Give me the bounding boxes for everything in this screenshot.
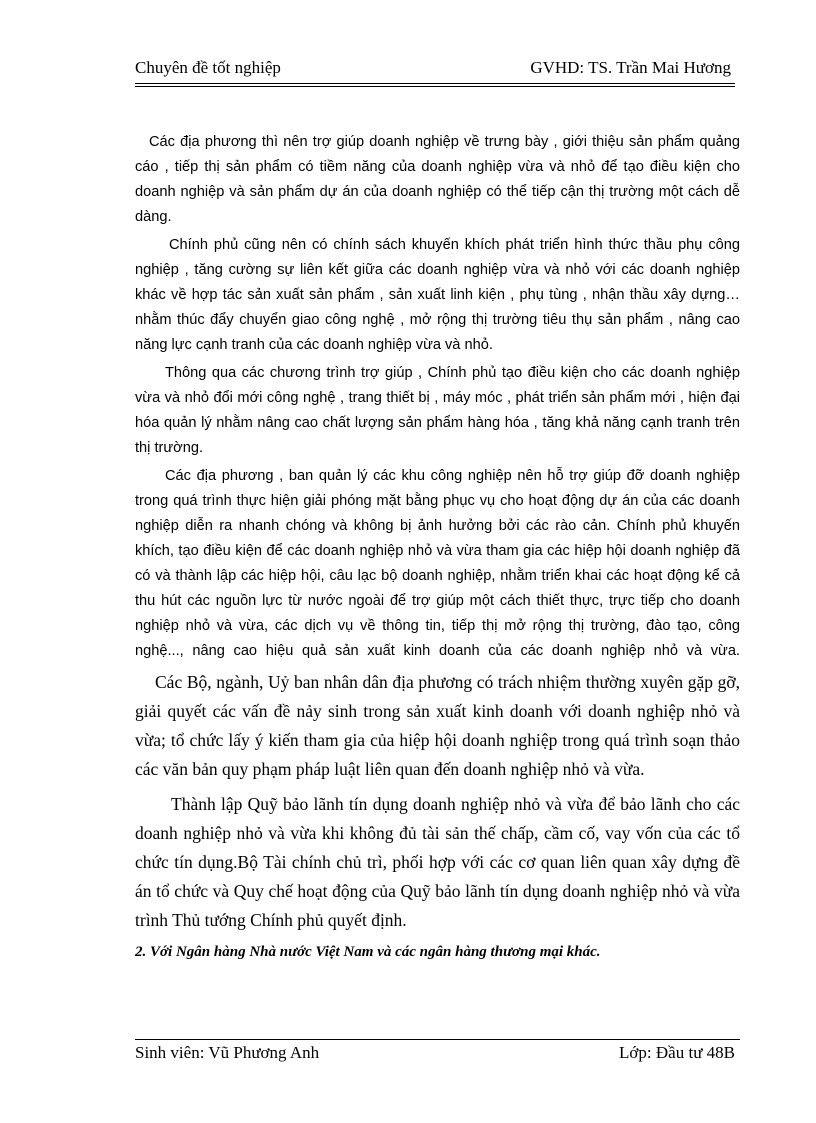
header-divider <box>135 83 735 84</box>
paragraph-guarantee-fund: Thành lập Quỹ bảo lãnh tín dụng doanh nghiệp nhỏ và vừa để bảo lãnh cho các doanh nghiệp nhỏ và vừa khi không đủ tài sản thế chấp, cầm cố, vay vốn của các tổ chức tín dụng.Bộ Tài chính chủ trì, phối hợp với các cơ quan liên quan xây dựng đề án tổ chức và Quy chế hoạt động của Quỹ bảo lãnh tín dụng doanh nghiệp nhỏ và vừa trình Thủ tướng Chính phủ quyết định. <box>135 794 740 930</box>
footer-divider <box>135 1039 740 1040</box>
header-divider-inner <box>135 86 735 87</box>
paragraph-ministries: Các Bộ, ngành, Uỷ ban nhân dân địa phương có trách nhiệm thường xuyên gặp gỡ, giải quyết các vấn đề nảy sinh trong sản xuất kinh doanh với doanh nghiệp nhỏ và vừa; tổ chức lấy ý kiến tham gia của hiệp hội doanh nghiệp trong quá trình soạn thảo các văn bản quy phạm pháp luật liên quan đến doanh nghiệp nhỏ và vừa. <box>135 672 740 779</box>
header-thesis-title: Chuyên đề tốt nghiệp <box>135 58 281 77</box>
paragraph-support-programs: Thông qua các chương trình trợ giúp , Chính phủ tạo điều kiện cho các doanh nghiệp vừa và nhỏ đổi mới công nghệ , trang thiết bị , máy móc , phát triển sản phẩm mới , hiện đại hóa quản lý nhằm nâng cao chất lượng sản phẩm hàng hóa , tăng khả năng cạnh tranh trên thị trường. <box>135 365 740 456</box>
paragraph-site-clearance: Các địa phương , ban quản lý các khu công nghiệp nên hỗ trợ giúp đỡ doanh nghiệp trong quá trình thực hiện giải phóng mặt bằng phục vụ cho hoạt động dự án của các doanh nghiệp diễn ra nhanh chóng và không bị ảnh hưởng bởi các rào cản. Chính phủ khuyến khích, tạo điều kiện để các doanh nghiệp nhỏ và vừa tham gia các hiệp hội doanh nghiệp đã có và thành lập các hiệp hội, câu lạc bộ doanh nghiệp, nhằm triển khai các hoạt động kể cả thu hút các nguồn lực từ nước ngoài để trợ giúp một cách thiết thực, trực tiếp cho doanh nghiệp nhỏ và vừa, các dịch vụ về thông tin, tiếp thị mở rộng thị trường, đào tạo, công nghệ..., nâng cao hiệu quả sản xuất kinh doanh của các doanh nghiệp nhỏ và vừa. <box>135 468 740 659</box>
footer-class: Lớp: Đầu tư 48B <box>619 1043 735 1062</box>
page-footer <box>135 1043 735 1067</box>
paragraph-local-support: Các địa phương thì nên trợ giúp doanh nghiệp về trưng bày , giới thiệu sản phẩm quảng cáo , tiếp thị sản phẩm có tiềm năng của doanh nghiệp vừa và nhỏ để tạo điều kiện cho doanh nghiệp và sản phẩm dự án của doanh nghiệp có thể tiếp cận thị trường một cách dễ dàng. <box>135 134 740 225</box>
header-advisor: GVHD: TS. Trần Mai Hương <box>530 58 731 77</box>
paragraph-subcontracting: Chính phủ cũng nên có chính sách khuyến khích phát triển hình thức thầu phụ công nghiệp , tăng cường sự liên kết giữa các doanh nghiệp vừa và nhỏ với các doanh nghiệp khác về hợp tác sản xuất sản phẩm , sản xuất linh kiện , phụ tùng , nhận thầu xây dựng…nhằm thúc đẩy chuyển giao công nghệ , mở rộng thị trường tiêu thụ sản phẩm , nâng cao năng lực cạnh tranh của các doanh nghiệp vừa và nhỏ. <box>135 237 740 353</box>
page-header <box>135 54 731 82</box>
footer-student: Sinh viên: Vũ Phương Anh <box>135 1043 320 1062</box>
section-heading: 2. Với Ngân hàng Nhà nước Việt Nam và các ngân hàng thương mại khác. <box>135 944 601 960</box>
document-body <box>135 130 740 963</box>
